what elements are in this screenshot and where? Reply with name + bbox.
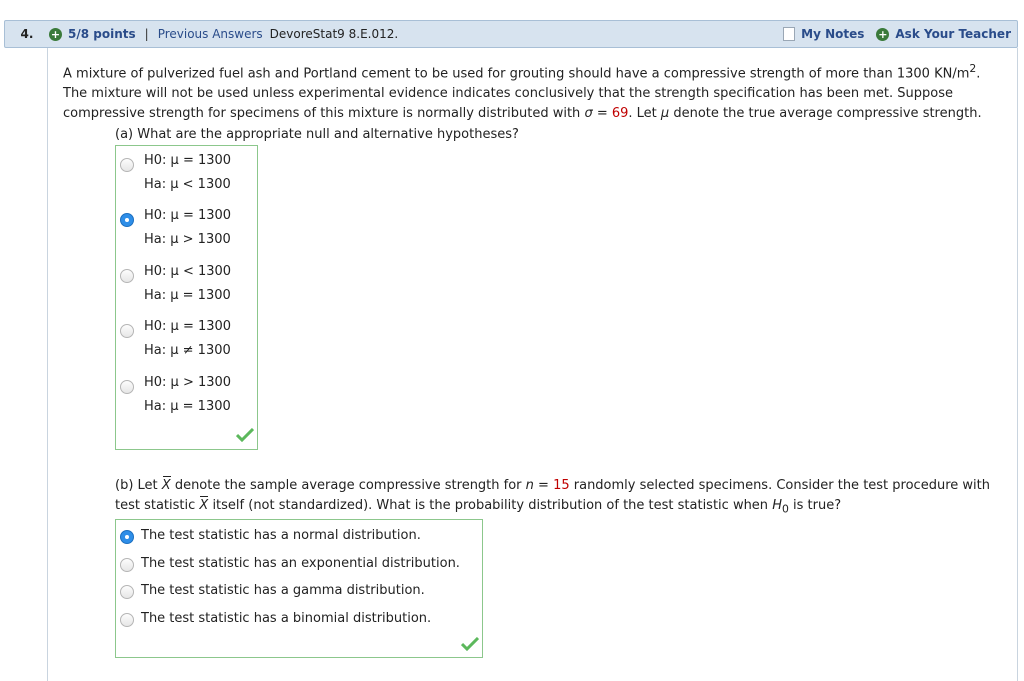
part-b-question (115, 476, 1005, 520)
question-text (63, 59, 1013, 124)
h-symbol: H (772, 498, 782, 513)
hypothesis-h0: H0: μ > 1300 (144, 375, 232, 390)
text-part: denote the sample average compressive strength for (170, 478, 526, 493)
hypothesis-ha: Ha: μ > 1300 (144, 232, 231, 247)
n-symbol: n (525, 478, 534, 493)
hypothesis-ha: Ha: μ ≠ 1300 (144, 343, 231, 358)
check-icon (461, 637, 479, 651)
hypothesis-h0: H0: μ = 1300 (144, 208, 232, 223)
part-b-answer-box (115, 519, 483, 658)
check-icon (236, 428, 254, 442)
hypothesis-ha: Ha: μ = 1300 (144, 288, 231, 303)
text-part: test statistic (115, 498, 200, 513)
text-part: randomly selected specimens. Consider the test procedure with (569, 478, 990, 493)
sigma-value: 69 (611, 106, 629, 122)
question-text-part: . Let (628, 106, 661, 122)
radio-normal[interactable] (120, 530, 134, 544)
plus-circle-icon: + (878, 27, 888, 41)
text-part: is true? (788, 498, 842, 513)
question-body (47, 48, 1018, 681)
hypothesis-h0: H0: μ = 1300 (144, 153, 232, 168)
n-value: 15 (553, 478, 570, 493)
option-label: The test statistic has a normal distribution. (141, 528, 421, 543)
question-line: The mixture will not be used unless experimental evidence indicates conclusively that the strength specification has been met. Suppose (63, 86, 953, 102)
ask-teacher-link[interactable]: Ask Your Teacher (895, 27, 1011, 41)
punctuation: . (976, 66, 981, 82)
option-label: The test statistic has a gamma distribution. (141, 583, 425, 598)
notes-icon (783, 27, 795, 41)
separator: | (144, 27, 149, 41)
hypothesis-h0: H0: μ < 1300 (144, 264, 232, 279)
hypothesis-ha: Ha: μ = 1300 (144, 399, 231, 414)
question-text-part: denote the true average compressive strength. (669, 106, 982, 122)
text-part: itself (not standardized). What is the probability distribution of the test statistic when (208, 498, 773, 513)
radio-option-2[interactable] (120, 213, 134, 227)
question-header (4, 20, 1018, 48)
radio-binomial[interactable] (120, 613, 134, 627)
superscript: 2 (969, 62, 977, 75)
question-line: compressive strength for specimens of this mixture is normally distributed with (63, 106, 585, 122)
plus-circle-icon: + (50, 27, 61, 41)
option-label: The test statistic has a binomial distribution. (141, 611, 432, 626)
radio-gamma[interactable] (120, 585, 134, 599)
hypothesis-h0: H0: μ = 1300 (144, 319, 232, 334)
equals: = (533, 478, 554, 493)
question-reference: DevoreStat9 8.E.012. (269, 27, 399, 41)
mu-symbol: μ (660, 106, 670, 122)
previous-answers-link[interactable]: Previous Answers (157, 27, 263, 41)
header-actions (783, 27, 1011, 41)
subscript: 0 (781, 502, 789, 516)
question-number: 4. (20, 27, 34, 41)
equals: = (592, 106, 612, 122)
radio-option-1[interactable] (120, 158, 134, 172)
question-line: A mixture of pulverized fuel ash and Portland cement to be used for grouting should have a compressive strength of more than 1300 KN/m (63, 66, 970, 82)
part-a-answer-box (115, 145, 258, 450)
points-link[interactable]: 5/8 points (68, 27, 136, 41)
radio-exponential[interactable] (120, 558, 134, 572)
sigma-symbol: σ (584, 106, 593, 122)
xbar-symbol: X (162, 476, 171, 496)
radio-option-4[interactable] (120, 324, 134, 338)
xbar-symbol: X (199, 496, 208, 516)
hypothesis-ha: Ha: μ < 1300 (144, 177, 231, 192)
my-notes-link[interactable]: My Notes (801, 27, 865, 41)
radio-option-5[interactable] (120, 380, 134, 394)
radio-option-3[interactable] (120, 269, 134, 283)
option-label: The test statistic has an exponential distribution. (141, 556, 460, 571)
text-part: (b) Let (115, 478, 162, 493)
part-a-label: (a) What are the appropriate null and alternative hypotheses? (115, 127, 519, 142)
